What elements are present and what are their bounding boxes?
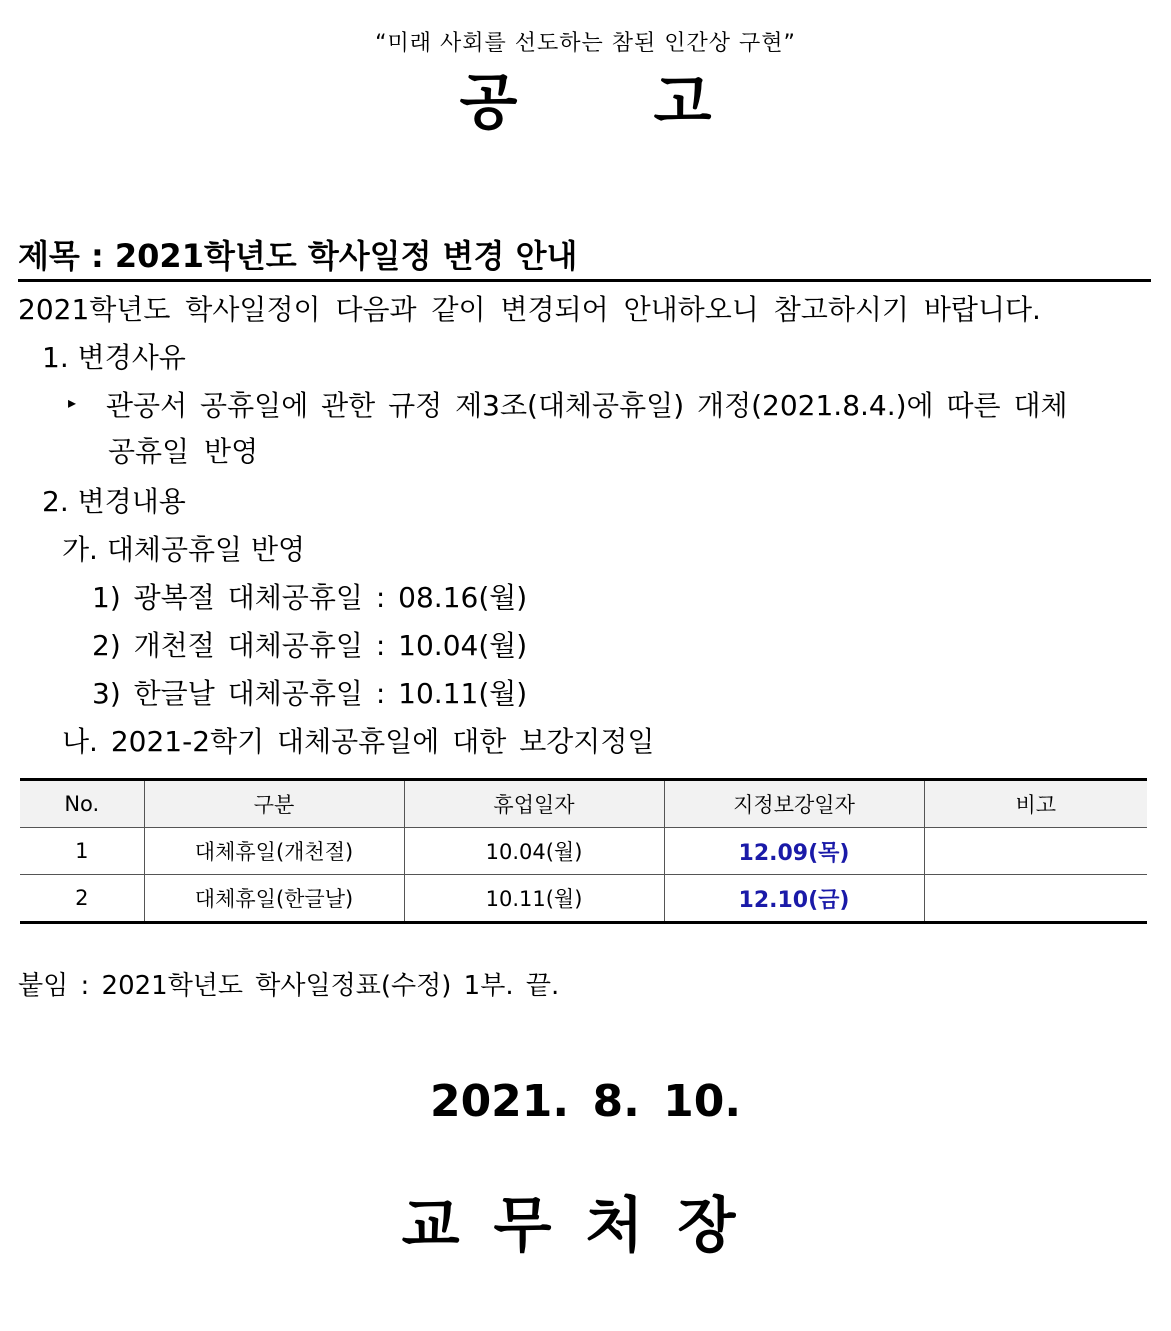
reason-bullet	[68, 386, 1151, 427]
table-row	[20, 828, 1147, 875]
intro-text: 2021학년도 학사일정이 다음과 같이 변경되어 안내하오니 참고하시기 바랍니다.	[18, 293, 1041, 326]
cell-no: 1	[20, 828, 144, 875]
issue-date: 2021. 8. 10.	[429, 1076, 742, 1127]
cell-closure-date: 10.11(월)	[404, 875, 664, 923]
column-header-note: 비고	[924, 780, 1147, 828]
section-2-heading: 2. 변경내용	[42, 485, 186, 518]
cell-category: 대체휴일(한글날)	[144, 875, 404, 923]
reason-text-continued: 공휴일 반영	[108, 435, 259, 468]
cell-makeup-date: 12.10(금)	[664, 875, 924, 923]
reason-text: 관공서 공휴일에 관한 규정 제3조(대체공휴일) 개정(2021.8.4.)에 따른 대체	[106, 389, 1068, 422]
section-1-heading: 1. 변경사유	[42, 341, 186, 374]
subject-heading: 제목 : 2021학년도 학사일정 변경 안내	[18, 237, 578, 275]
holiday-date-item: 3) 한글날 대체공휴일 : 10.11(월)	[92, 677, 528, 710]
holiday-date-item: 2) 개천절 대체공휴일 : 10.04(월)	[92, 629, 528, 662]
makeup-schedule-table	[20, 778, 1147, 924]
cell-no: 2	[20, 875, 144, 923]
notice-title	[0, 64, 1171, 142]
holiday-date-item: 1) 광복절 대체공휴일 : 08.16(월)	[92, 581, 528, 614]
column-header-no: No.	[20, 780, 144, 828]
triangle-bullet-icon: ▸	[68, 393, 77, 412]
table-row	[20, 875, 1147, 923]
cell-category: 대체휴일(개천절)	[144, 828, 404, 875]
subject-underline	[18, 279, 1151, 282]
column-header-makeup-date: 지정보강일자	[664, 780, 924, 828]
column-header-closure-date: 휴업일자	[404, 780, 664, 828]
cell-makeup-date: 12.09(목)	[664, 828, 924, 875]
table-header-row	[20, 780, 1147, 828]
attachment-note: 붙임 : 2021학년도 학사일정표(수정) 1부. 끝.	[18, 971, 560, 1001]
cell-note	[924, 875, 1147, 923]
notice-title-char-2: 고	[653, 68, 712, 138]
cell-note	[924, 828, 1147, 875]
column-header-category: 구분	[144, 780, 404, 828]
signature: 교무처장	[401, 1191, 770, 1261]
notice-title-char-1: 공	[459, 68, 518, 138]
subsection-b-heading: 나. 2021-2학기 대체공휴일에 대한 보강지정일	[62, 725, 655, 758]
subsection-a-heading: 가. 대체공휴일 반영	[62, 533, 306, 566]
motto: “미래 사회를 선도하는 참된 인간상 구현”	[375, 31, 796, 56]
cell-closure-date: 10.04(월)	[404, 828, 664, 875]
